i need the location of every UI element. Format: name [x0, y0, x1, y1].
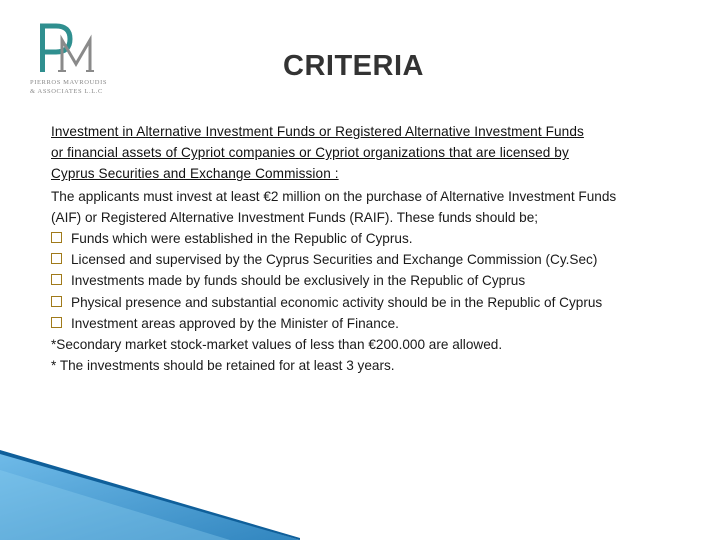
- heading-line: Cyprus Securities and Exchange Commission :: [51, 166, 339, 182]
- intro-line: (AIF) or Registered Alternative Investment Funds (RAIF). These funds should be;: [51, 209, 539, 225]
- checkbox-bullet-icon: [51, 317, 62, 328]
- pm-logo-icon: [36, 22, 106, 78]
- heading-line: or financial assets of Cypriot companies or Cypriot organizations that are licensed by: [51, 145, 569, 161]
- footnote: *Secondary market stock-market values of less than €200.000 are allowed.: [51, 337, 503, 353]
- company-logo: [30, 22, 120, 102]
- list-item-text: Physical presence and substantial economic activity should be in the Republic of Cyprus: [71, 294, 603, 310]
- corner-decoration: [0, 450, 300, 540]
- list-item-text: Funds which were established in the Republic of Cyprus.: [71, 231, 413, 247]
- checkbox-bullet-icon: [51, 253, 62, 264]
- logo-subtitle-line1: PIERROS MAVROUDIS: [30, 79, 108, 86]
- heading-line: Investment in Alternative Investment Funds or Registered Alternative Investment Funds: [51, 124, 584, 139]
- list-item-text: Investments made by funds should be exclusively in the Republic of Cyprus: [71, 273, 526, 289]
- page-title: CRITERIA: [283, 50, 424, 82]
- list-item-text: Investment areas approved by the Minister of Finance.: [71, 315, 399, 331]
- logo-subtitle-line2: & ASSOCIATES L.L.C: [30, 88, 103, 95]
- list-item: [51, 249, 676, 270]
- checkbox-bullet-icon: [51, 232, 62, 243]
- criteria-content: [51, 121, 676, 376]
- list-item-text: Licensed and supervised by the Cyprus Securities and Exchange Commission (Cy.Sec): [71, 252, 598, 268]
- intro-line: The applicants must invest at least €2 million on the purchase of Alternative Investment Funds: [51, 188, 617, 204]
- logo-subtitle: [30, 78, 140, 96]
- footnote: * The investments should be retained for at least 3 years.: [51, 358, 395, 374]
- criteria-heading: [51, 121, 676, 185]
- intro-paragraph: [51, 186, 676, 228]
- checkbox-bullet-icon: [51, 296, 62, 307]
- checkbox-bullet-icon: [51, 274, 62, 285]
- list-item: [51, 313, 676, 334]
- list-item: [51, 228, 676, 249]
- list-item: [51, 292, 676, 313]
- list-item: [51, 270, 676, 291]
